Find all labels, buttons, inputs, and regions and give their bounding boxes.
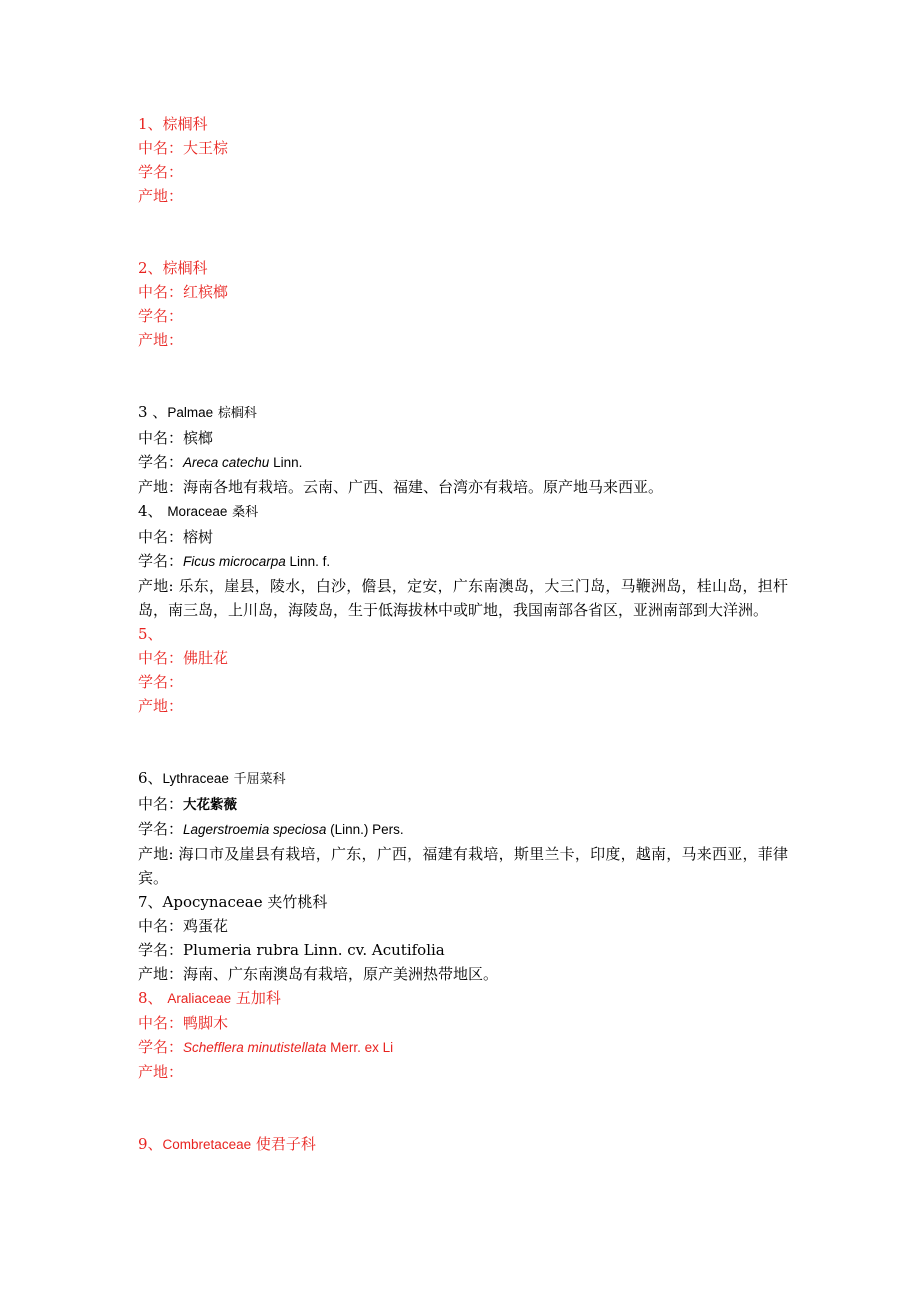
heading-number: 3 、 [138, 403, 168, 421]
chinese-name-row [138, 914, 788, 938]
chinese-name-label: 中名： [138, 139, 184, 157]
origin-label: 产地 [138, 577, 169, 595]
scientific-name-label: 学名： [138, 163, 184, 181]
entry-heading [138, 986, 788, 1011]
scientific-name-row [138, 450, 788, 475]
family-latin: Lythraceae [162, 771, 229, 786]
origin-label: 产地： [138, 697, 184, 715]
chinese-name-label: 中名： [138, 917, 184, 935]
entry-heading [138, 1132, 788, 1157]
entry-heading: 5、 [138, 625, 163, 643]
entry-7 [138, 890, 788, 986]
scientific-name-author: Linn. f. [285, 554, 331, 569]
scientific-name-label: 学名： [138, 1038, 184, 1056]
entry-heading [138, 766, 788, 792]
origin-row [138, 1060, 788, 1084]
origin-label: 产地： [138, 331, 184, 349]
origin-label: 产地： [138, 1063, 184, 1081]
chinese-name-value: 大花紫薇 [183, 797, 238, 812]
family-chinese: 五加科 [235, 989, 281, 1007]
family-chinese: 使君子科 [255, 1135, 316, 1153]
family-chinese: 桑科 [232, 505, 259, 520]
chinese-name-row [138, 136, 788, 160]
origin-row [138, 475, 788, 499]
family-latin: Araliaceae [167, 991, 232, 1006]
chinese-name-row [138, 280, 788, 304]
family-latin: Palmae [167, 405, 214, 420]
entry-3 [138, 400, 788, 499]
scientific-name-value: Plumeria rubra Linn. cv. Acutifolia [183, 941, 445, 959]
scientific-name-row [138, 549, 788, 574]
scientific-name-row [138, 160, 788, 184]
chinese-name-value: 榕树 [183, 528, 214, 546]
heading-number: 7、 [138, 893, 163, 911]
family-chinese: 棕榈科 [217, 406, 257, 421]
entry-9 [138, 1132, 788, 1157]
chinese-name-value: 鸡蛋花 [183, 917, 229, 935]
origin-value: 海南、广东南澳岛有栽培，原产美洲热带地区。 [183, 965, 499, 983]
entry-4 [138, 499, 788, 622]
chinese-name-value: 红槟榔 [183, 283, 229, 301]
origin-value: 海南各地有栽培。云南、广西、福建、台湾亦有栽培。原产地马来西亚。 [183, 478, 664, 496]
scientific-name-value: Schefflera minutistellata [183, 1040, 327, 1055]
origin-label: 产地 [138, 845, 169, 863]
entry-heading: 1、棕榈科 [138, 115, 208, 133]
scientific-name-label: 学名： [138, 673, 184, 691]
chinese-name-row [138, 426, 788, 450]
chinese-name-label: 中名： [138, 795, 184, 813]
chinese-name-label: 中名： [138, 1014, 184, 1032]
chinese-name-value: 大王棕 [183, 139, 229, 157]
scientific-name-label: 学名： [138, 307, 184, 325]
entry-heading: 2、棕榈科 [138, 259, 208, 277]
chinese-name-row [138, 792, 788, 817]
chinese-name-row [138, 646, 788, 670]
origin-label: 产地： [138, 478, 184, 496]
chinese-name-row [138, 1011, 788, 1035]
origin-value: : 海口市及崖县有栽培，广东，广西，福建有栽培，斯里兰卡，印度，越南，马来西亚，菲律宾。 [138, 845, 788, 887]
scientific-name-row [138, 817, 788, 842]
scientific-name-value: Areca catechu [183, 455, 270, 470]
family-latin: Combretaceae [162, 1137, 252, 1152]
entry-1 [138, 112, 788, 208]
entry-6 [138, 766, 788, 890]
heading-number: 4、 [138, 502, 168, 520]
origin-row [138, 694, 788, 718]
scientific-name-row [138, 1035, 788, 1060]
scientific-name-row [138, 304, 788, 328]
chinese-name-row [138, 525, 788, 549]
origin-row [138, 962, 788, 986]
chinese-name-label: 中名： [138, 429, 184, 447]
heading-number: 8、 [138, 989, 168, 1007]
entry-5 [138, 622, 788, 718]
scientific-name-author: Merr. ex Li [326, 1040, 394, 1055]
scientific-name-row [138, 938, 788, 962]
scientific-name-row [138, 670, 788, 694]
scientific-name-value: Ficus microcarpa [183, 554, 286, 569]
family-chinese: 夹竹桃科 [267, 893, 328, 911]
chinese-name-label: 中名： [138, 283, 184, 301]
chinese-name-value: 佛肚花 [183, 649, 229, 667]
entry-8 [138, 986, 788, 1084]
origin-row [138, 842, 788, 890]
heading-number: 9、 [138, 1135, 163, 1153]
heading-number: 6、 [138, 769, 163, 787]
scientific-name-label: 学名： [138, 453, 184, 471]
origin-label: 产地： [138, 187, 184, 205]
scientific-name-author: Linn. [269, 455, 303, 470]
origin-row [138, 328, 788, 352]
scientific-name-value: Lagerstroemia speciosa [183, 822, 327, 837]
chinese-name-value: 槟榔 [183, 429, 214, 447]
entry-heading [138, 499, 788, 525]
scientific-name-author: (Linn.) Pers. [326, 822, 404, 837]
origin-row [138, 184, 788, 208]
document-page [138, 112, 788, 1157]
family-chinese: 千屈菜科 [233, 772, 286, 787]
scientific-name-label: 学名： [138, 941, 184, 959]
chinese-name-label: 中名： [138, 528, 184, 546]
family-latin: Moraceae [167, 504, 228, 519]
chinese-name-label: 中名： [138, 649, 184, 667]
entry-heading [138, 890, 788, 914]
origin-row [138, 574, 788, 622]
scientific-name-label: 学名： [138, 820, 184, 838]
chinese-name-value: 鸭脚木 [183, 1014, 229, 1032]
origin-value: : 乐东，崖县，陵水，白沙，儋县，定安，广东南澳岛，大三门岛，马鞭洲岛，桂山岛，担杆岛，南三岛，上川岛，海陵岛，生于低海拔林中或旷地，我国南部各省区，亚洲南部到大洋洲。 [138, 577, 788, 619]
entry-heading [138, 400, 788, 426]
family-latin: Apocynaceae [162, 893, 263, 911]
origin-label: 产地： [138, 965, 184, 983]
scientific-name-label: 学名： [138, 552, 184, 570]
entry-2 [138, 256, 788, 352]
